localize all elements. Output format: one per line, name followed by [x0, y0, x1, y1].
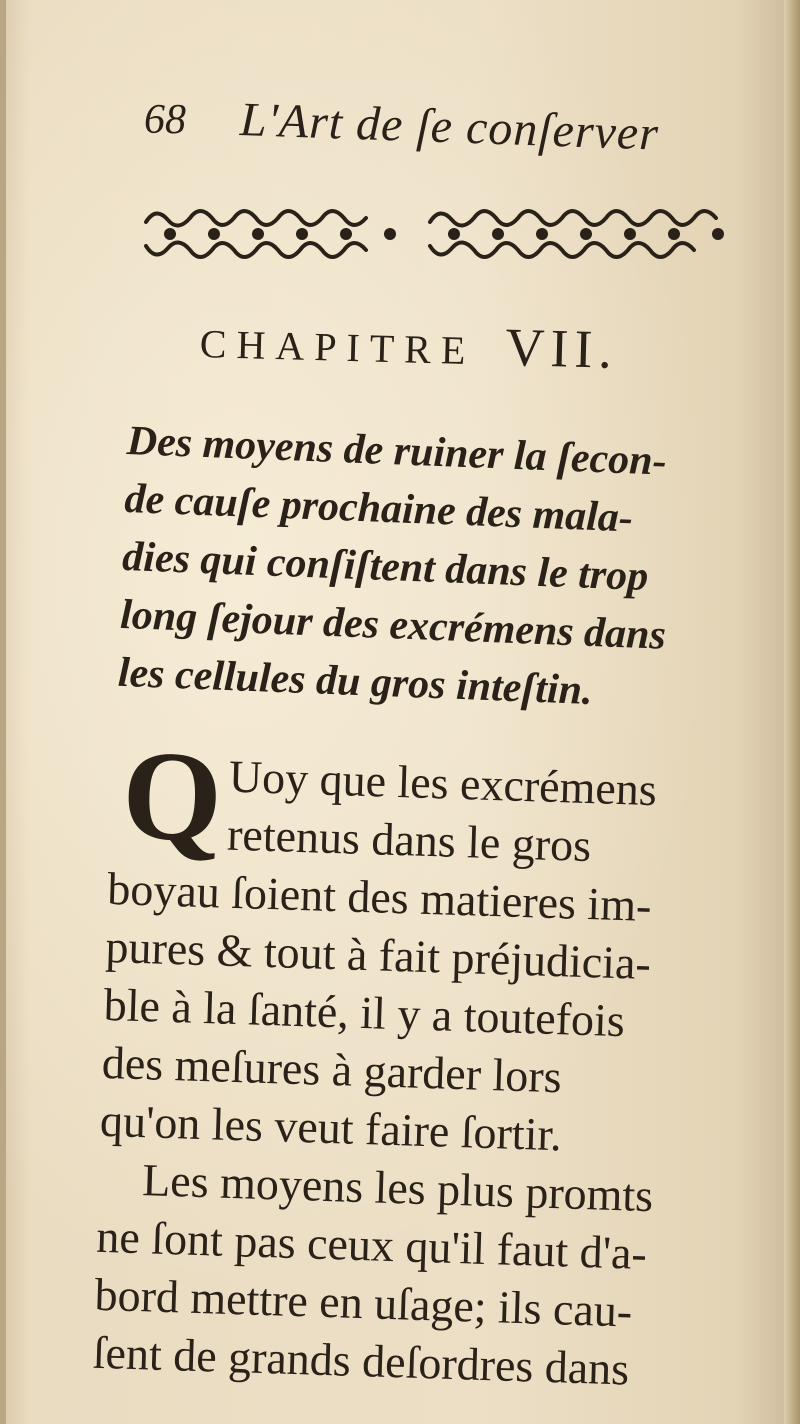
ornamental-fleuron-band-icon	[140, 196, 750, 272]
body-line: des meſures à garder lors	[101, 1036, 563, 1103]
body-line: ſent de grands deſordres dans	[92, 1326, 630, 1395]
chapter-number: VII.	[504, 317, 619, 380]
drop-cap: Q	[120, 723, 225, 869]
chapter-heading	[199, 308, 700, 383]
body-line: boyau ſoient des matieres im-	[106, 862, 653, 932]
chapter-subtitle	[117, 412, 748, 726]
body-line: pures & tout à fait préjudicia-	[104, 920, 652, 990]
running-head	[140, 92, 700, 161]
body-line: ne ſont pas ceux qu'il faut d'a-	[95, 1210, 648, 1280]
page-edge-shadow	[784, 0, 800, 1424]
body-line: Les moyens les plus promts	[141, 1154, 654, 1222]
body-line: retenus dans le gros	[226, 808, 592, 872]
body-line: qu'on les veut faire ſortir.	[99, 1094, 563, 1161]
subtitle-line: long ſejour des excrémens dans	[119, 591, 667, 659]
subtitle-line: de cauſe prochaine des mala-	[123, 475, 634, 542]
body-line: Uoy que les excrémens	[228, 750, 658, 816]
chapter-label: CHAPITRE	[199, 321, 476, 374]
body-line: ble à la ſanté, il y a toutefois	[103, 978, 626, 1047]
subtitle-line: Des moyens de ruiner la ſecon-	[126, 417, 668, 485]
body-text	[92, 723, 752, 1402]
running-title: L'Art de ſe conſerver	[239, 93, 660, 161]
subtitle-line: les cellules du gros inteſtin.	[117, 649, 594, 715]
page-number: 68	[144, 97, 186, 143]
page-gutter-shadow	[0, 0, 6, 1424]
subtitle-line: dies qui conſiſtent dans le trop	[121, 533, 650, 601]
body-line: bord mettre en uſage; ils cau-	[93, 1268, 633, 1337]
